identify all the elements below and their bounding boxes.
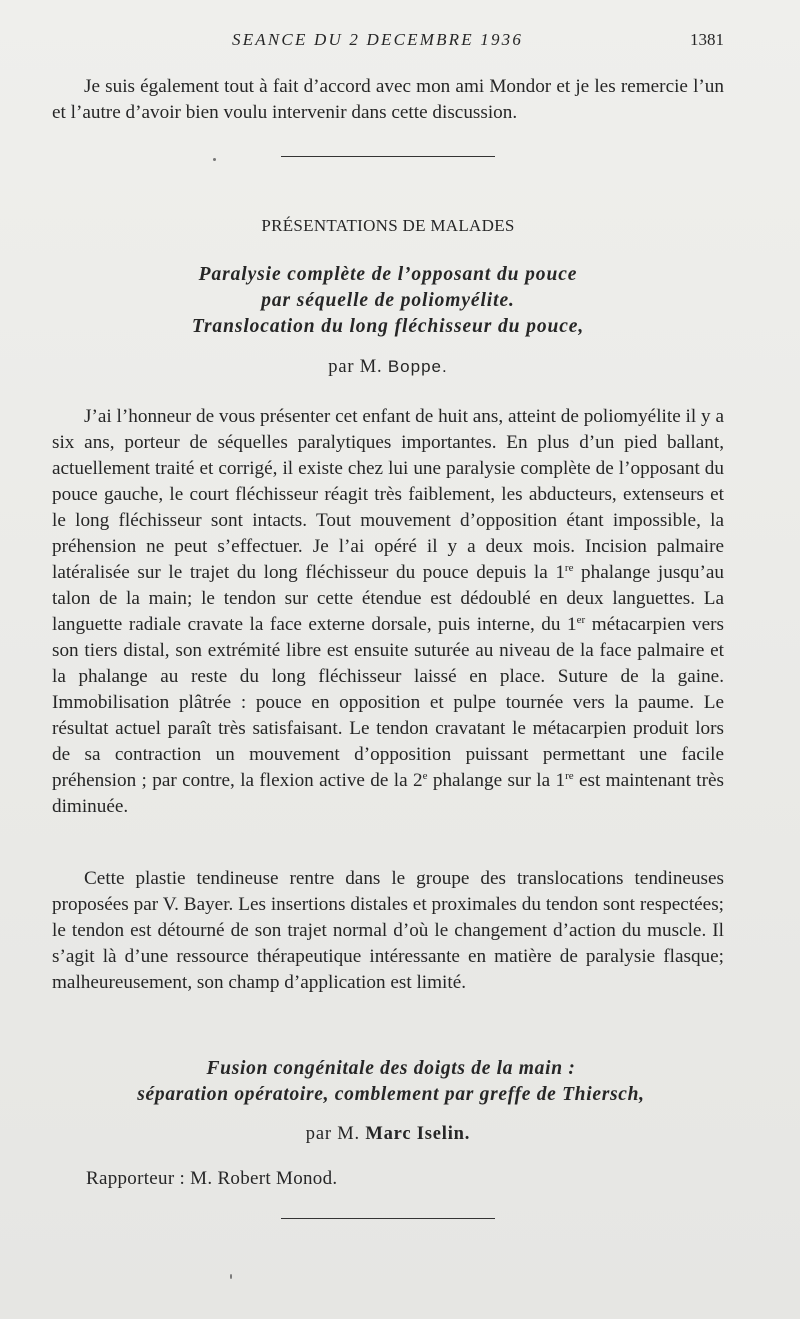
article-1-author: Boppe. bbox=[387, 357, 448, 376]
article-2-title bbox=[28, 1056, 754, 1108]
print-speck bbox=[230, 1274, 232, 1279]
article-1-byline bbox=[0, 357, 776, 378]
section-divider bbox=[281, 156, 495, 157]
text-segment: J’ai l’honneur de vous présenter cet enfant de huit ans, atteint de poliomyélite il y a six ans, porteur de séquelles paralytiques importantes. En plus d’un pied ballant, actuellement traité et corrigé, il existe chez lui une paralysie complète de l’opposant du pouce gauche, le court fléchisseur réagit très faiblement, les abducteurs, extenseurs et le long fléchisseur sont intacts. Tout mouvement d’opposition étant impossible, la préhension ne peut s’effectuer. Je l’ai opéré il y a deux mois. Incision palmaire latéralisée sur le trajet du long fléchisseur du pouce depuis la 1 bbox=[52, 406, 724, 583]
text-segment: métacarpien vers son tiers distal, son extrémité libre est ensuite suturée au niveau de la face palmaire et la phalange au reste du long fléchisseur laissé en place. Suture de la gaine. Immobilisation plâtrée : pouce en opposition et pulpe tournée vers la paume. Le résultat actuel paraît très satisfaisant. Le tendon cravatant le métacarpien produit lors de sa contraction un mouvement d’opposition puissant permettant une facile préhension ; par contre, la flexion active de la 2 bbox=[52, 614, 724, 791]
article-2-byline bbox=[0, 1124, 776, 1145]
article-1-title bbox=[0, 262, 776, 340]
running-head bbox=[0, 30, 800, 54]
running-title: SEANCE DU 2 DECEMBRE 1936 bbox=[232, 30, 524, 49]
ordinal-suffix: re bbox=[565, 770, 574, 782]
ordinal-suffix: e bbox=[422, 770, 428, 782]
byline-prefix: par M. bbox=[305, 1124, 360, 1144]
article-2-title-line: séparation opératoire, comblement par greffe de Thiersch, bbox=[137, 1084, 645, 1105]
ordinal-suffix: er bbox=[576, 614, 586, 626]
rapporteur-line: Rapporteur : M. Robert Monod. bbox=[86, 1168, 338, 1189]
print-speck bbox=[213, 158, 216, 161]
ordinal-suffix: re bbox=[564, 562, 574, 574]
article-1-title-line: Paralysie complète de l’opposant du pouce bbox=[198, 264, 578, 285]
article-1-paragraph-1 bbox=[52, 404, 724, 820]
article-2-author: Marc Iselin. bbox=[365, 1124, 471, 1144]
article-1-title-line: par séquelle de poliomyélite. bbox=[261, 290, 515, 311]
byline-prefix: par M. bbox=[328, 357, 383, 377]
article-2-title-line: Fusion congénitale des doigts de la main : bbox=[206, 1058, 576, 1079]
end-divider bbox=[281, 1218, 495, 1219]
page-number: 1381 bbox=[690, 30, 724, 49]
closing-paragraph: Je suis également tout à fait d’accord avec mon ami Mondor et je les remercie l’un et l’autre d’avoir bien voulu intervenir dans cette discussion. bbox=[52, 76, 724, 123]
article-1-title-line: Translocation du long fléchisseur du pouce, bbox=[191, 316, 585, 337]
text-segment: phalange sur la 1 bbox=[427, 770, 566, 791]
text-segment: est maintenant très diminuée. bbox=[52, 770, 724, 817]
article-1-paragraph-2: Cette plastie tendineuse rentre dans le groupe des translocations tendineuses proposées par V. Bayer. Les insertions distales et proximales du tendon sont respectées; le tendon est détourné de son trajet normal d’où le changement d’action du muscle. Il s’agit là d’une ressource thérapeutique intéressante en matière de paralysie flasque; malheureusement, son champ d’application est limité. bbox=[52, 868, 724, 993]
text-segment: phalange jusqu’au talon de la main; le tendon sur cette étendue est dédoublé en deux languettes. La languette radiale cravate la face externe dorsale, puis interne, du 1 bbox=[52, 562, 724, 635]
section-heading: PRÉSENTATIONS DE MALADES bbox=[261, 216, 515, 235]
